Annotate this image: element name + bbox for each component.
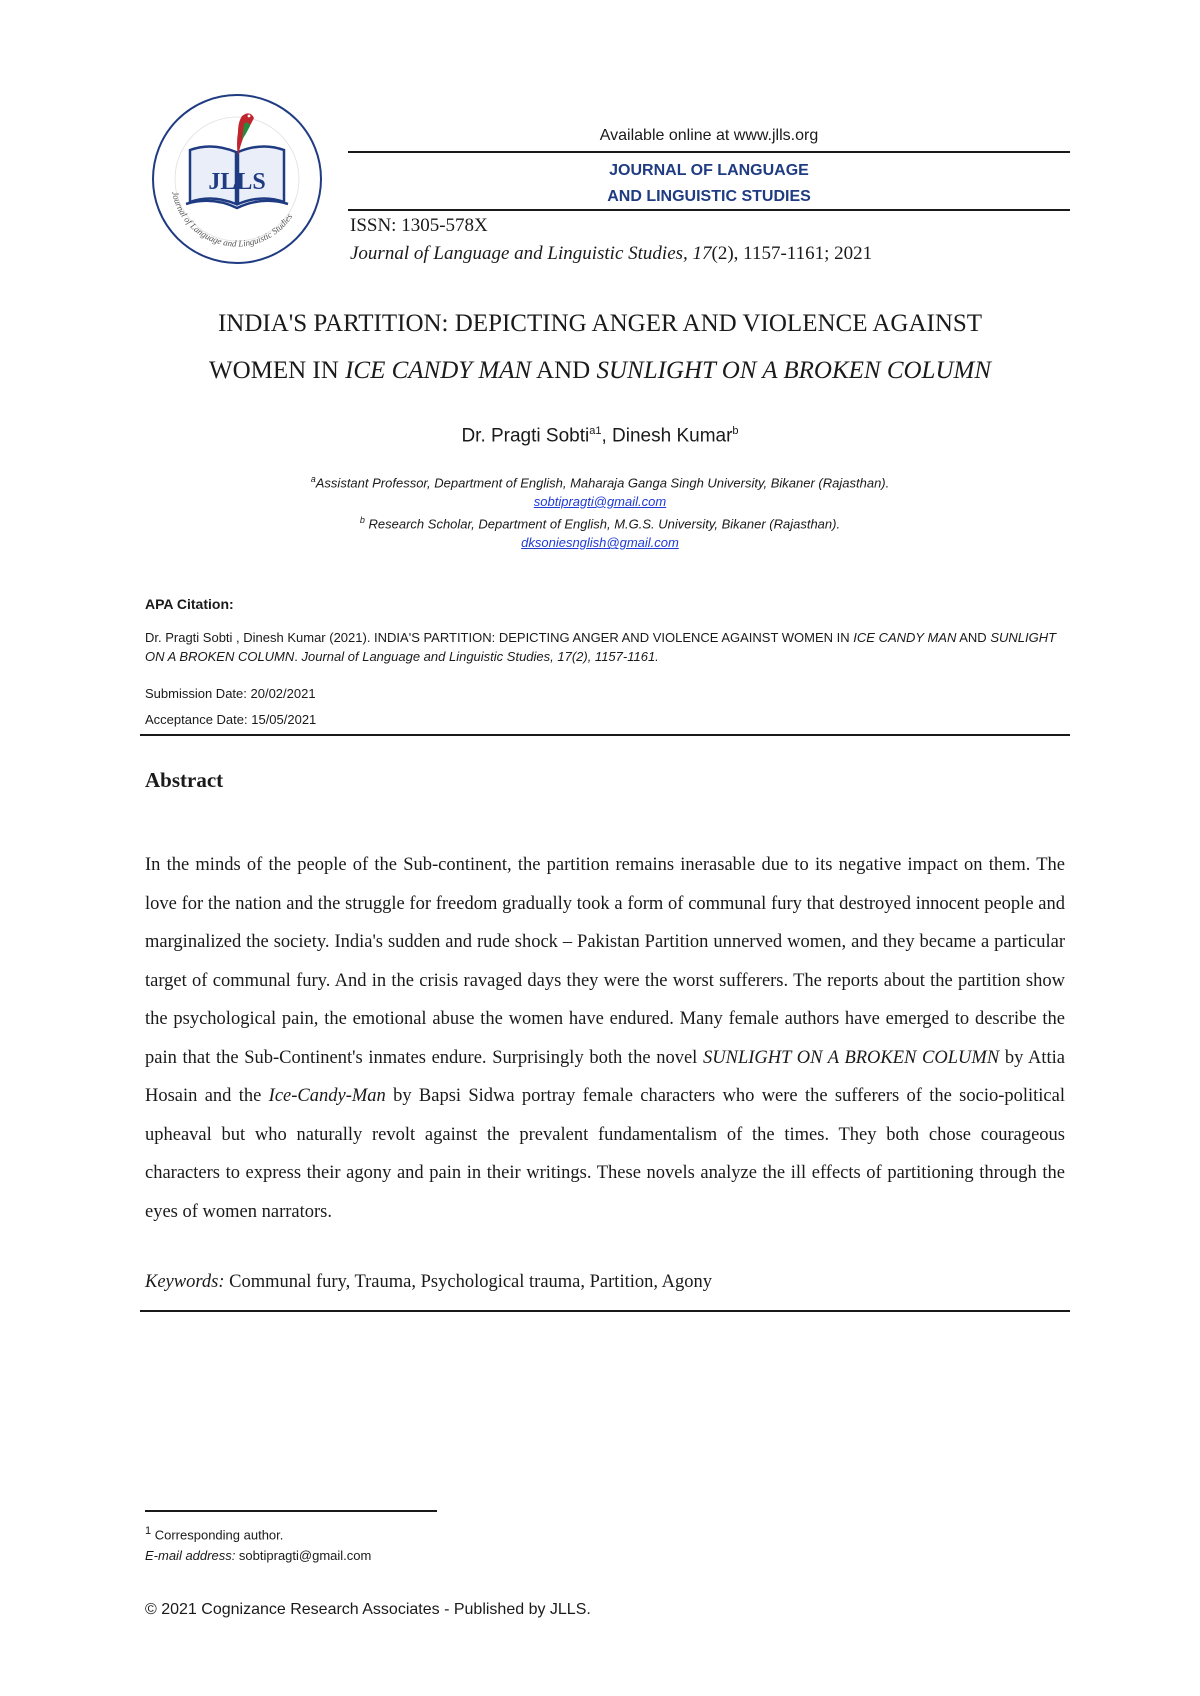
journal-logo <box>150 92 324 266</box>
keywords <box>145 1272 712 1293</box>
abstract-end-rule <box>140 1310 1070 1312</box>
apa-citation-text <box>145 628 1065 666</box>
footnote-email-label: E-mail address: <box>145 1548 236 1563</box>
author-2-marker: b <box>732 425 739 437</box>
author-2: Dinesh Kumar <box>612 425 733 447</box>
title-novel2: SUNLIGHT ON A BROKEN COLUMN <box>596 357 992 384</box>
abstract-novel1: SUNLIGHT ON A BROKEN COLUMN <box>703 1047 1000 1068</box>
citation-novel2: SUNLIGHT ON A BROKEN COLUMN <box>145 630 1057 664</box>
footnote-email-value: sobtipragti@gmail.com <box>235 1548 372 1563</box>
journal-citation-italic: Journal of Language and Linguistic Studies, 17 <box>350 243 712 264</box>
keywords-list: Communal fury, Trauma, Psychological trauma, Partition, Agony <box>224 1272 712 1292</box>
svg-text:JLLS: JLLS <box>208 169 266 195</box>
abstract-text: by Attia Hosain and the <box>145 1047 1065 1106</box>
journal-citation-rest: (2), 1157-1161; 2021 <box>711 243 873 264</box>
author-1-marker: a1 <box>589 425 602 437</box>
journal-name-line2: AND LINGUISTIC STUDIES <box>607 188 811 205</box>
title-line2 <box>120 347 1080 394</box>
footnote-email <box>145 1548 371 1563</box>
acceptance-date: Acceptance Date: 15/05/2021 <box>145 712 317 727</box>
footnote-corresponding <box>145 1525 283 1542</box>
available-online: Available online at www.jlls.org <box>599 127 819 144</box>
footnote-rule <box>145 1510 437 1512</box>
affiliation-a-marker: a <box>310 474 316 484</box>
abstract-novel2: Ice-Candy-Man <box>268 1086 386 1106</box>
affiliation-a <box>120 470 1080 493</box>
affiliations <box>120 470 1080 553</box>
title-text: AND <box>531 357 597 384</box>
citation-text: . <box>294 649 302 664</box>
journal-name-line1: JOURNAL OF LANGUAGE <box>609 162 809 179</box>
citation-text: Dr. Pragti Sobti , Dinesh Kumar (2021). INDIA'S PARTITION: DEPICTING ANGER AND VIOLENCE AGAINST WOMEN IN <box>145 630 854 645</box>
submission-date: Submission Date: 20/02/2021 <box>145 686 316 701</box>
author-2-email-link[interactable]: dksoniesnglish@gmail.com <box>521 535 679 551</box>
affiliation-a-text: Assistant Professor, Department of English, Maharaja Ganga Singh University, Bikaner (Rajasthan). <box>315 475 890 491</box>
author-separator: , <box>601 425 613 447</box>
citation-text: AND <box>956 630 991 645</box>
section-rule <box>140 734 1070 736</box>
journal-citation <box>350 243 872 265</box>
title-line1: INDIA'S PARTITION: DEPICTING ANGER AND VIOLENCE AGAINST <box>217 310 983 337</box>
header-rule-top <box>348 151 1070 153</box>
title-text: WOMEN IN <box>208 357 346 384</box>
abstract-body <box>145 846 1065 1231</box>
author-list <box>120 425 1080 447</box>
abstract-text: by Bapsi Sidwa portray female characters who were the sufferers of the socio-political upheaval but who naturally revolt against the prevalent fundamentalism of the times. They both chose courageous characters to express their agony and pain in their writings. These novels analyze the ill effects of partitioning through the eyes of women narrators. <box>145 1086 1065 1222</box>
journal-name <box>348 158 1070 210</box>
keywords-label: Keywords: <box>145 1272 225 1292</box>
paper-title <box>120 300 1080 394</box>
header-rule-bottom <box>348 209 1070 211</box>
footnote-text: Corresponding author. <box>151 1527 284 1543</box>
affiliation-b-text: Research Scholar, Department of English, M.G.S. University, Bikaner (Rajasthan). <box>364 516 841 532</box>
abstract-text: In the minds of the people of the Sub-continent, the partition remains inerasable due to its negative impact on them. The love for the nation and the struggle for freedom gradually took a form of communal fury that destroyed innocent people and marginalized the society. India's sudden and rude shock – Pakistan Partition unnerved women, and they became a particular target of communal fury. And in the crisis ravaged days they were the worst sufferers. The reports about the partition show the psychological pain, the emotional abuse the women have endured. Many female authors have emerged to describe the pain that the Sub-Continent's inmates endure. Surprisingly both the novel <box>145 855 1065 1068</box>
svg-text:Journal of Language and Lingui: Journal of Language and Linguistic Studies <box>170 190 295 249</box>
abstract-heading: Abstract <box>145 768 224 792</box>
issn: ISSN: 1305-578X <box>350 215 488 236</box>
apa-citation-heading: APA Citation: <box>145 596 234 612</box>
affiliation-b-marker: b <box>359 515 365 526</box>
citation-novel1: ICE CANDY MAN <box>853 630 957 645</box>
affiliation-b <box>120 511 1080 534</box>
author-1-email-link[interactable]: sobtipragti@gmail.com <box>533 493 667 509</box>
author-1: Dr. Pragti Sobti <box>461 425 590 447</box>
copyright-notice: © 2021 Cognizance Research Associates - Published by JLLS. <box>145 1601 591 1618</box>
footnote-marker: 1 <box>145 1525 152 1537</box>
title-novel1: ICE CANDY MAN <box>345 357 532 384</box>
citation-journal: Journal of Language and Linguistic Studies, 17(2), 1157-1161. <box>301 649 659 664</box>
